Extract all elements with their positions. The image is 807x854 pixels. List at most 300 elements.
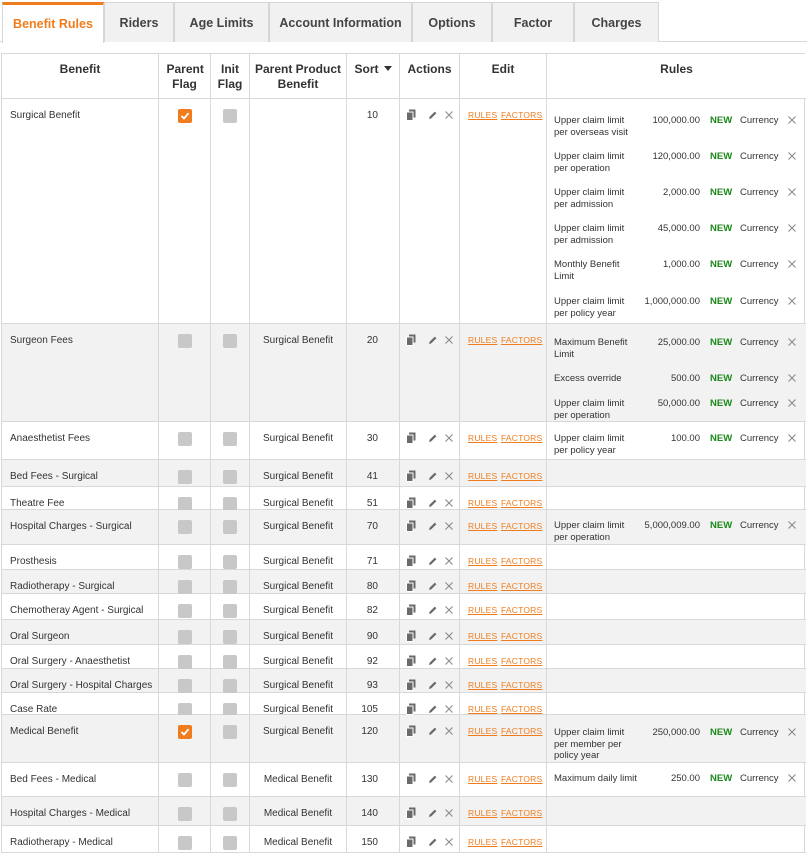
close-icon[interactable] bbox=[787, 151, 797, 161]
close-icon[interactable] bbox=[444, 471, 456, 485]
benefit-cell bbox=[2, 797, 159, 825]
rules-cell bbox=[547, 669, 806, 692]
rules-cell bbox=[547, 826, 806, 852]
copy-icon[interactable] bbox=[406, 520, 418, 534]
parent-flag-cell bbox=[159, 669, 211, 692]
pencil-icon[interactable] bbox=[427, 433, 439, 447]
tab-account-information[interactable] bbox=[269, 2, 412, 42]
rule-type: Currency bbox=[740, 223, 779, 234]
table-row bbox=[2, 763, 806, 797]
parent-flag-checkbox[interactable] bbox=[178, 497, 192, 511]
close-icon[interactable] bbox=[787, 520, 797, 530]
parent-flag-cell bbox=[159, 797, 211, 825]
sort-cell bbox=[347, 99, 400, 323]
table-row bbox=[2, 620, 806, 645]
rule-type: Currency bbox=[740, 296, 779, 307]
sort-value: 30 bbox=[366, 433, 378, 444]
pencil-icon[interactable] bbox=[427, 808, 439, 822]
column-header-actions-label: Actions bbox=[407, 62, 452, 76]
rule-type: Currency bbox=[740, 520, 779, 531]
tab-factor[interactable] bbox=[492, 2, 574, 42]
rule-name: Upper claim limit per member per policy year bbox=[554, 727, 625, 761]
copy-icon[interactable] bbox=[406, 470, 418, 484]
pencil-icon[interactable] bbox=[427, 774, 439, 788]
factors-link[interactable]: FACTORS bbox=[501, 498, 543, 508]
parent-product-benefit: Medical Benefit bbox=[263, 808, 333, 819]
pencil-icon[interactable] bbox=[427, 656, 439, 670]
parent-flag-checkbox[interactable] bbox=[178, 580, 192, 594]
factors-link[interactable]: FACTORS bbox=[501, 631, 543, 641]
pencil-icon[interactable] bbox=[427, 471, 439, 485]
rules-link[interactable]: RULES bbox=[468, 704, 498, 714]
close-icon[interactable] bbox=[444, 808, 456, 822]
rule-name: Maximum daily limit bbox=[554, 773, 637, 784]
copy-icon[interactable] bbox=[406, 109, 418, 123]
rule-type: Currency bbox=[740, 373, 779, 384]
benefit-name: Hospital Charges - Medical bbox=[10, 808, 131, 819]
parent-flag-checkbox[interactable] bbox=[178, 655, 192, 669]
sort-cell bbox=[347, 594, 400, 619]
rules-link[interactable]: RULES bbox=[468, 498, 498, 508]
tab-label: Age Limits bbox=[189, 15, 254, 30]
init-flag-cell bbox=[211, 422, 250, 459]
row-actions bbox=[406, 470, 456, 484]
rule-status-badge: NEW bbox=[710, 259, 733, 270]
table-row bbox=[2, 545, 806, 570]
rule-value: 2,000.00 bbox=[663, 187, 700, 198]
rule-item bbox=[547, 727, 806, 761]
edit-cell bbox=[460, 545, 547, 569]
sort-cell bbox=[347, 460, 400, 486]
init-flag-checkbox[interactable] bbox=[223, 109, 237, 123]
edit-cell bbox=[460, 620, 547, 644]
sort-value: 51 bbox=[366, 498, 378, 509]
edit-cell bbox=[460, 422, 547, 459]
edit-cell bbox=[460, 797, 547, 825]
init-flag-cell bbox=[211, 763, 250, 796]
actions-cell bbox=[400, 797, 460, 825]
benefit-name: Surgical Benefit bbox=[10, 110, 81, 121]
parent-product-benefit: Surgical Benefit bbox=[262, 631, 334, 642]
init-flag-cell bbox=[211, 510, 250, 544]
pencil-icon[interactable] bbox=[427, 631, 439, 645]
table-row bbox=[2, 715, 806, 763]
pencil-icon[interactable] bbox=[427, 581, 439, 595]
actions-cell bbox=[400, 570, 460, 593]
table-row bbox=[2, 460, 806, 487]
close-icon[interactable] bbox=[787, 223, 797, 233]
rule-item bbox=[547, 151, 806, 185]
parent-flag-checkbox[interactable] bbox=[178, 555, 192, 569]
table-row bbox=[2, 594, 806, 620]
rule-status-badge: NEW bbox=[710, 223, 733, 234]
rules-link[interactable]: RULES bbox=[468, 808, 498, 818]
sort-cell bbox=[347, 693, 400, 714]
rules-link[interactable]: RULES bbox=[468, 433, 498, 443]
edit-cell bbox=[460, 570, 547, 593]
parent-flag-checkbox[interactable] bbox=[178, 604, 192, 618]
copy-icon[interactable] bbox=[406, 836, 418, 850]
benefit-cell bbox=[2, 826, 159, 852]
pencil-icon[interactable] bbox=[427, 521, 439, 535]
close-icon[interactable] bbox=[444, 631, 456, 645]
factors-link[interactable]: FACTORS bbox=[501, 726, 543, 736]
rules-link[interactable]: RULES bbox=[468, 837, 498, 847]
rules-link[interactable]: RULES bbox=[468, 556, 498, 566]
parent-product-benefit: Surgical Benefit bbox=[262, 581, 334, 592]
parent-flag-cell bbox=[159, 693, 211, 714]
pencil-icon[interactable] bbox=[427, 110, 439, 124]
rule-name: Upper claim limit per policy year bbox=[554, 296, 625, 319]
edit-cell bbox=[460, 826, 547, 852]
init-flag-checkbox[interactable] bbox=[223, 520, 237, 534]
parent-flag-checkbox[interactable] bbox=[178, 807, 192, 821]
init-flag-cell bbox=[211, 715, 250, 762]
copy-icon[interactable] bbox=[406, 432, 418, 446]
benefit-cell bbox=[2, 669, 159, 692]
rules-link[interactable]: RULES bbox=[468, 631, 498, 641]
pencil-icon[interactable] bbox=[427, 605, 439, 619]
close-icon[interactable] bbox=[444, 837, 456, 851]
edit-cell bbox=[460, 99, 547, 323]
parent-product-benefit-cell bbox=[250, 797, 347, 825]
close-icon[interactable] bbox=[444, 521, 456, 535]
close-icon[interactable] bbox=[787, 433, 797, 443]
sort-value: 105 bbox=[361, 704, 378, 715]
pencil-icon[interactable] bbox=[427, 335, 439, 349]
benefit-cell bbox=[2, 645, 159, 668]
parent-product-benefit: Surgical Benefit bbox=[262, 605, 334, 616]
close-icon[interactable] bbox=[787, 373, 797, 383]
parent-flag-checkbox[interactable] bbox=[178, 520, 192, 534]
parent-flag-checkbox[interactable] bbox=[178, 836, 192, 850]
factors-link[interactable]: FACTORS bbox=[501, 837, 543, 847]
factors-link[interactable]: FACTORS bbox=[501, 335, 543, 345]
parent-flag-checkbox[interactable] bbox=[178, 470, 192, 484]
column-header-edit bbox=[460, 54, 547, 99]
parent-product-benefit-cell bbox=[250, 545, 347, 569]
tab-bar bbox=[0, 0, 807, 42]
benefit-cell bbox=[2, 510, 159, 544]
init-flag-checkbox[interactable] bbox=[223, 497, 237, 511]
parent-flag-checkbox[interactable] bbox=[178, 679, 192, 693]
tab-options[interactable] bbox=[412, 2, 492, 42]
actions-cell bbox=[400, 594, 460, 619]
tab-age-limits[interactable] bbox=[174, 2, 269, 42]
rules-cell bbox=[547, 460, 806, 486]
tab-riders[interactable] bbox=[104, 2, 174, 42]
sort-cell bbox=[347, 797, 400, 825]
benefit-cell bbox=[2, 460, 159, 486]
close-icon[interactable] bbox=[787, 187, 797, 197]
parent-flag-cell bbox=[159, 594, 211, 619]
sort-cell bbox=[347, 570, 400, 593]
column-header-benefit-label: Benefit bbox=[59, 62, 101, 76]
rule-value: 5,000,009.00 bbox=[644, 520, 700, 531]
init-flag-checkbox[interactable] bbox=[223, 725, 237, 739]
init-flag-checkbox[interactable] bbox=[223, 773, 237, 787]
rule-name: Upper claim limit per operation bbox=[554, 398, 625, 421]
rules-link[interactable]: RULES bbox=[468, 774, 498, 784]
table-row bbox=[2, 422, 806, 460]
copy-icon[interactable] bbox=[406, 773, 418, 787]
rules-link[interactable]: RULES bbox=[468, 656, 498, 666]
close-icon[interactable] bbox=[787, 773, 797, 783]
close-icon[interactable] bbox=[444, 680, 456, 694]
rules-cell bbox=[547, 715, 806, 762]
copy-icon[interactable] bbox=[406, 604, 418, 618]
pencil-icon[interactable] bbox=[427, 556, 439, 570]
table-row bbox=[2, 99, 806, 324]
benefit-name: Bed Fees - Medical bbox=[10, 774, 97, 785]
sort-value: 130 bbox=[361, 774, 378, 785]
parent-flag-cell bbox=[159, 460, 211, 486]
parent-flag-cell bbox=[159, 99, 211, 323]
init-flag-checkbox[interactable] bbox=[223, 807, 237, 821]
init-flag-checkbox[interactable] bbox=[223, 555, 237, 569]
factors-link[interactable]: FACTORS bbox=[501, 680, 543, 690]
init-flag-cell bbox=[211, 693, 250, 714]
rule-type: Currency bbox=[740, 337, 779, 348]
table-row bbox=[2, 510, 806, 545]
rule-value: 100,000.00 bbox=[652, 115, 700, 126]
parent-product-benefit-cell bbox=[250, 669, 347, 692]
column-header-sort[interactable] bbox=[347, 54, 400, 99]
rule-value: 500.00 bbox=[670, 373, 700, 384]
parent-flag-checkbox[interactable] bbox=[178, 109, 192, 123]
close-icon[interactable] bbox=[444, 774, 456, 788]
benefit-cell bbox=[2, 487, 159, 509]
rules-link[interactable]: RULES bbox=[468, 605, 498, 615]
rules-cell bbox=[547, 797, 806, 825]
copy-icon[interactable] bbox=[406, 679, 418, 693]
init-flag-checkbox[interactable] bbox=[223, 334, 237, 348]
rule-item bbox=[547, 223, 806, 257]
tab-benefit-rules[interactable] bbox=[2, 2, 104, 43]
tab-label: Factor bbox=[513, 15, 553, 30]
parent-product-benefit: Medical Benefit bbox=[263, 774, 333, 785]
factors-link[interactable]: FACTORS bbox=[501, 433, 543, 443]
parent-product-benefit: Surgical Benefit bbox=[262, 726, 334, 737]
rule-status-badge: NEW bbox=[710, 520, 733, 531]
check-icon bbox=[180, 111, 190, 121]
close-icon[interactable] bbox=[787, 337, 797, 347]
rule-type: Currency bbox=[740, 151, 779, 162]
rules-cell bbox=[547, 620, 806, 644]
factors-link[interactable]: FACTORS bbox=[501, 774, 543, 784]
parent-product-benefit-cell bbox=[250, 422, 347, 459]
rules-link[interactable]: RULES bbox=[468, 581, 498, 591]
factors-link[interactable]: FACTORS bbox=[501, 808, 543, 818]
table-row bbox=[2, 487, 806, 510]
parent-product-benefit: Surgical Benefit bbox=[262, 680, 334, 691]
pencil-icon[interactable] bbox=[427, 680, 439, 694]
row-actions bbox=[406, 580, 456, 594]
actions-cell bbox=[400, 826, 460, 852]
parent-flag-checkbox[interactable] bbox=[178, 630, 192, 644]
parent-flag-checkbox[interactable] bbox=[178, 725, 192, 739]
close-icon[interactable] bbox=[787, 727, 797, 737]
rule-value: 45,000.00 bbox=[657, 223, 700, 234]
init-flag-cell bbox=[211, 645, 250, 668]
copy-icon[interactable] bbox=[406, 807, 418, 821]
rule-value: 250.00 bbox=[670, 773, 700, 784]
row-actions bbox=[406, 836, 456, 850]
factors-link[interactable]: FACTORS bbox=[501, 704, 543, 714]
parent-product-benefit-cell bbox=[250, 826, 347, 852]
rules-link[interactable]: RULES bbox=[468, 471, 498, 481]
parent-flag-cell bbox=[159, 324, 211, 421]
table-row bbox=[2, 797, 806, 826]
rules-cell bbox=[547, 763, 806, 796]
column-header-benefit[interactable] bbox=[2, 54, 159, 99]
rule-name: Upper claim limit per operation bbox=[554, 151, 625, 174]
row-actions bbox=[406, 725, 456, 739]
close-icon[interactable] bbox=[444, 726, 456, 740]
rule-type: Currency bbox=[740, 433, 779, 444]
rule-type: Currency bbox=[740, 115, 779, 126]
benefit-name: Oral Surgery - Anaesthetist bbox=[10, 656, 131, 667]
copy-icon[interactable] bbox=[406, 630, 418, 644]
parent-product-benefit-cell bbox=[250, 324, 347, 421]
rule-name: Excess override bbox=[554, 373, 622, 384]
benefit-name: Radiotherapy - Surgical bbox=[10, 581, 115, 592]
rules-link[interactable]: RULES bbox=[468, 335, 498, 345]
init-flag-checkbox[interactable] bbox=[223, 836, 237, 850]
parent-product-benefit-cell bbox=[250, 620, 347, 644]
sort-value: 93 bbox=[366, 680, 378, 691]
parent-flag-checkbox[interactable] bbox=[178, 432, 192, 446]
rule-value: 100.00 bbox=[670, 433, 700, 444]
close-icon[interactable] bbox=[444, 581, 456, 595]
rule-name: Upper claim limit per policy year bbox=[554, 433, 625, 456]
benefit-name: Case Rate bbox=[10, 704, 58, 715]
init-flag-checkbox[interactable] bbox=[223, 470, 237, 484]
benefit-cell bbox=[2, 594, 159, 619]
factors-link[interactable]: FACTORS bbox=[501, 581, 543, 591]
parent-product-benefit-cell bbox=[250, 99, 347, 323]
close-icon[interactable] bbox=[787, 115, 797, 125]
copy-icon[interactable] bbox=[406, 725, 418, 739]
pencil-icon[interactable] bbox=[427, 726, 439, 740]
sort-cell bbox=[347, 487, 400, 509]
sort-value: 92 bbox=[366, 656, 378, 667]
parent-flag-checkbox[interactable] bbox=[178, 773, 192, 787]
benefit-cell bbox=[2, 570, 159, 593]
parent-flag-cell bbox=[159, 545, 211, 569]
tab-label: Riders bbox=[119, 15, 159, 30]
rule-item bbox=[547, 337, 806, 371]
close-icon[interactable] bbox=[787, 398, 797, 408]
benefit-name: Medical Benefit bbox=[10, 726, 79, 737]
actions-cell bbox=[400, 99, 460, 323]
benefit-name: Radiotherapy - Medical bbox=[10, 837, 113, 848]
tab-charges[interactable] bbox=[574, 2, 659, 42]
close-icon[interactable] bbox=[787, 259, 797, 269]
init-flag-cell bbox=[211, 797, 250, 825]
rule-value: 1,000.00 bbox=[663, 259, 700, 270]
init-flag-checkbox[interactable] bbox=[223, 580, 237, 594]
rules-cell bbox=[547, 510, 806, 544]
tab-label: Charges bbox=[591, 15, 642, 30]
factors-link[interactable]: FACTORS bbox=[501, 656, 543, 666]
copy-icon[interactable] bbox=[406, 334, 418, 348]
factors-link[interactable]: FACTORS bbox=[501, 605, 543, 615]
column-header-parent-product-benefit[interactable] bbox=[250, 54, 347, 99]
copy-icon[interactable] bbox=[406, 555, 418, 569]
benefit-cell bbox=[2, 545, 159, 569]
factors-link[interactable]: FACTORS bbox=[501, 110, 543, 120]
rule-type: Currency bbox=[740, 187, 779, 198]
sort-cell bbox=[347, 620, 400, 644]
close-icon[interactable] bbox=[444, 656, 456, 670]
edit-cell bbox=[460, 693, 547, 714]
parent-product-benefit: Surgical Benefit bbox=[262, 656, 334, 667]
copy-icon[interactable] bbox=[406, 497, 418, 511]
parent-product-benefit: Surgical Benefit bbox=[262, 498, 334, 509]
close-icon[interactable] bbox=[444, 605, 456, 619]
rules-link[interactable]: RULES bbox=[468, 110, 498, 120]
edit-cell bbox=[460, 669, 547, 692]
edit-cell bbox=[460, 324, 547, 421]
rules-link[interactable]: RULES bbox=[468, 726, 498, 736]
table-row bbox=[2, 324, 806, 422]
rules-cell bbox=[547, 487, 806, 509]
benefit-name: Theatre Fee bbox=[10, 498, 65, 509]
parent-flag-cell bbox=[159, 510, 211, 544]
close-icon[interactable] bbox=[787, 296, 797, 306]
rules-cell bbox=[547, 422, 806, 459]
caret-down-icon bbox=[384, 66, 392, 71]
copy-icon[interactable] bbox=[406, 580, 418, 594]
rule-name: Upper claim limit per overseas visit bbox=[554, 115, 628, 138]
column-header-init-flag[interactable] bbox=[211, 54, 250, 99]
benefit-name: Bed Fees - Surgical bbox=[10, 471, 98, 482]
benefit-name: Oral Surgeon bbox=[10, 631, 70, 642]
table-header bbox=[2, 54, 806, 99]
init-flag-checkbox[interactable] bbox=[223, 604, 237, 618]
parent-flag-cell bbox=[159, 620, 211, 644]
close-icon[interactable] bbox=[444, 556, 456, 570]
pencil-icon[interactable] bbox=[427, 837, 439, 851]
rules-cell bbox=[547, 99, 806, 323]
actions-cell bbox=[400, 324, 460, 421]
init-flag-checkbox[interactable] bbox=[223, 630, 237, 644]
init-flag-cell bbox=[211, 324, 250, 421]
rule-item bbox=[547, 259, 806, 293]
close-icon[interactable] bbox=[444, 110, 456, 124]
factors-link[interactable]: FACTORS bbox=[501, 521, 543, 531]
init-flag-checkbox[interactable] bbox=[223, 655, 237, 669]
sort-cell bbox=[347, 826, 400, 852]
copy-icon[interactable] bbox=[406, 655, 418, 669]
close-icon[interactable] bbox=[444, 335, 456, 349]
factors-link[interactable]: FACTORS bbox=[501, 556, 543, 566]
benefit-name: Chemotheray Agent - Surgical bbox=[10, 605, 144, 616]
close-icon[interactable] bbox=[444, 433, 456, 447]
rules-cell bbox=[547, 570, 806, 593]
parent-flag-checkbox[interactable] bbox=[178, 334, 192, 348]
rules-link[interactable]: RULES bbox=[468, 680, 498, 690]
row-actions bbox=[406, 109, 456, 123]
init-flag-checkbox[interactable] bbox=[223, 432, 237, 446]
actions-cell bbox=[400, 620, 460, 644]
rules-link[interactable]: RULES bbox=[468, 521, 498, 531]
table-row bbox=[2, 693, 806, 715]
column-header-parent-flag[interactable] bbox=[159, 54, 211, 99]
init-flag-checkbox[interactable] bbox=[223, 679, 237, 693]
factors-link[interactable]: FACTORS bbox=[501, 471, 543, 481]
